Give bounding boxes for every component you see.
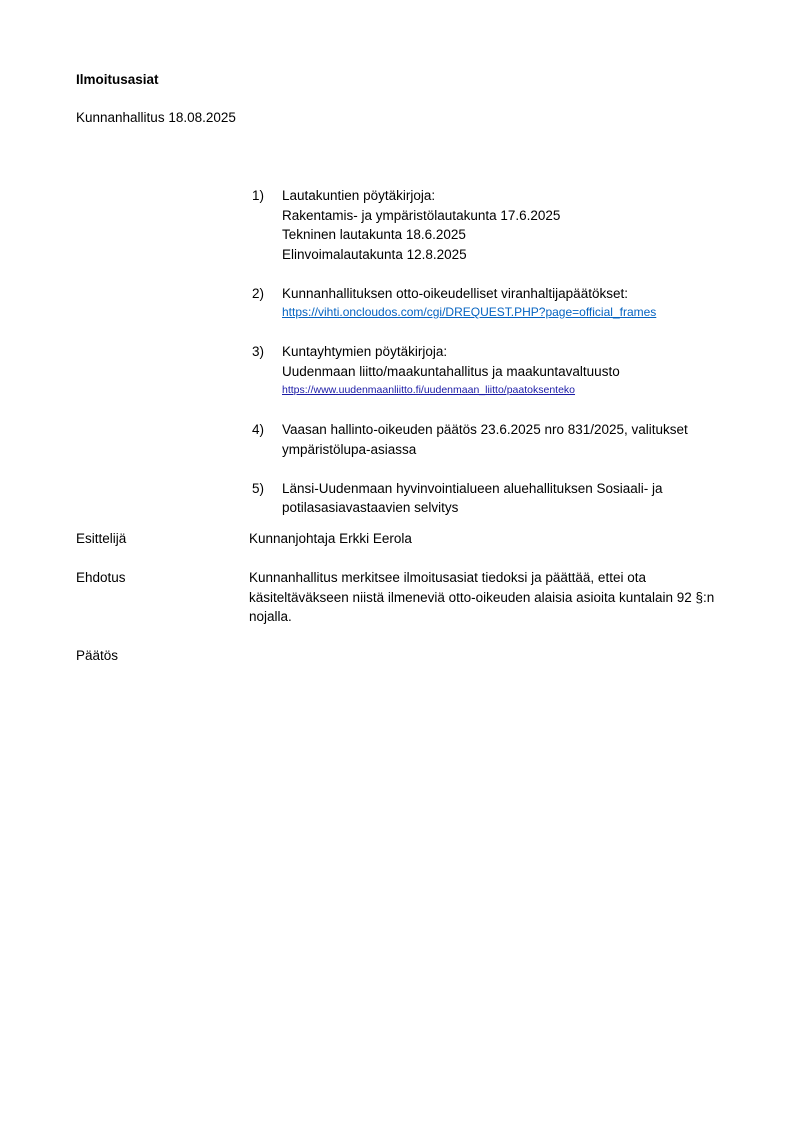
uudenmaan-liitto-link[interactable]: https://www.uudenmaanliitto.fi/uudenmaan_liitto/paatoksenteko (282, 384, 576, 396)
item-number: 5) (252, 480, 265, 496)
item-line: Uudenmaan liitto/maakuntahallitus ja maakuntavaltuusto (282, 363, 620, 379)
item-line: Kuntayhtymien pöytäkirjoja: (282, 344, 448, 359)
presenter-label: Esittelijä (76, 531, 127, 546)
item-body (282, 284, 752, 323)
item-line: Rakentamis- ja ympäristölautakunta 17.6.2025 (282, 207, 561, 223)
list-item (252, 186, 752, 264)
item-body (282, 420, 752, 459)
decision-label: Päätös (76, 648, 119, 663)
presenter-value: Kunnanjohtaja Erkki Eerola (249, 531, 412, 546)
item-body (282, 342, 752, 401)
item-line: Tekninen lautakunta 18.6.2025 (282, 227, 466, 242)
page-title: Ilmoitusasiat (76, 72, 159, 87)
item-number: 4) (252, 422, 265, 437)
list-item (252, 342, 752, 401)
item-line: Lautakuntien pöytäkirjoja: (282, 188, 436, 203)
decision-row (76, 646, 746, 666)
proposal-text: Kunnanhallitus merkitsee ilmoitusasiat tiedoksi ja päättää, ettei ota käsiteltäväkseen niistä ilmeneviä otto-oikeuden alaisia asioita kuntalain 92 §:n nojalla. (249, 570, 715, 624)
item-body (282, 186, 752, 264)
item-number: 2) (252, 285, 265, 301)
item-number: 1) (252, 188, 265, 203)
proposal-row (76, 568, 746, 627)
notice-list (252, 186, 752, 537)
item-line: Vaasan hallinto-oikeuden päätös 23.6.2025 nro 831/2025, valitukset ympäristölupa-asiassa (282, 422, 688, 457)
meeting-heading: Kunnanhallitus 18.08.2025 (76, 110, 236, 125)
official-decisions-link[interactable]: https://vihti.oncloudos.com/cgi/DREQUEST.PHP?page=official_frames (282, 305, 657, 319)
presenter-row (76, 529, 746, 549)
item-line: Kunnanhallituksen otto-oikeudelliset viranhaltijapäätökset: (282, 285, 628, 301)
item-number: 3) (252, 344, 265, 359)
list-item (252, 420, 752, 459)
proposal-label: Ehdotus (76, 570, 126, 585)
item-line: Elinvoimalautakunta 12.8.2025 (282, 246, 467, 262)
item-line: Länsi-Uudenmaan hyvinvointialueen aluehallituksen Sosiaali- ja potilasasiavastaavien selvitys (282, 480, 663, 515)
list-item (252, 479, 752, 518)
item-body (282, 479, 752, 518)
list-item (252, 284, 752, 323)
decision-value (249, 646, 746, 666)
